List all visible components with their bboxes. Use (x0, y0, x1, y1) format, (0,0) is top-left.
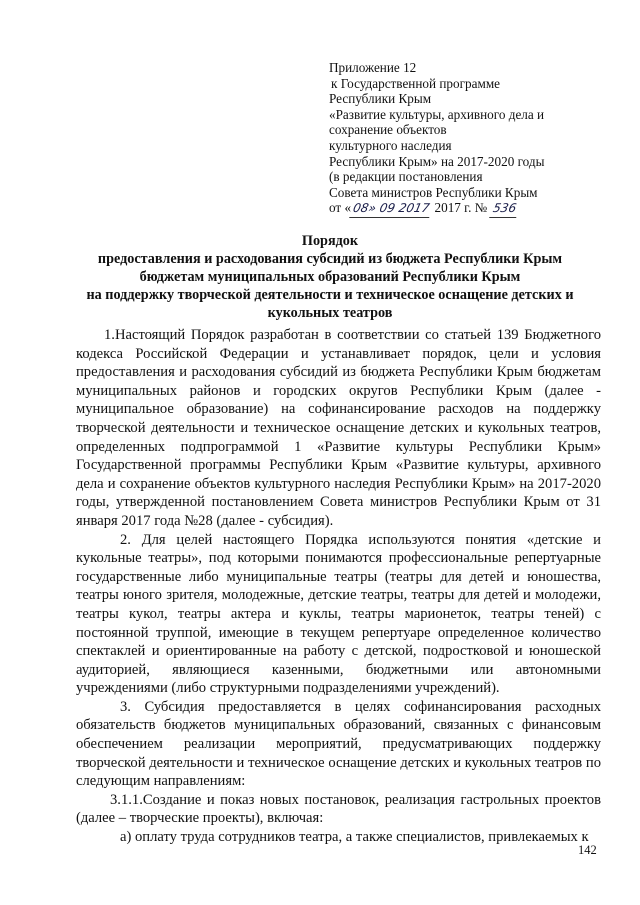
document-body (76, 326, 601, 847)
appendix-date-line (329, 200, 619, 218)
appendix-line: (в редакции постановления (329, 169, 483, 185)
title-line: на поддержку творческой деятельности и техническое оснащение детских и кукольных театров (86, 287, 574, 321)
title-line: предоставления и расходования субсидий из бюджета Республики Крым (97, 251, 563, 267)
appendix-line: Республики Крым (329, 91, 432, 107)
paragraph-a: а) оплату труда сотрудников театра, а также специалистов, привлекаемых к (120, 829, 589, 846)
page-number: 142 (578, 843, 597, 857)
paragraph-2: 2. Для целей настоящего Порядка используются понятия «детские и кукольные театры», под которыми понимаются профессиональные репертуарные государственные либо муниципальные театры (театры для детей и юношества, театры юного зрителя, молодежные, детские театры, театры для детей и молодежи, театры кукол, театры актера и куклы, театры марионеток, театры теней) с постоянной труппой, имеющие в текущем репертуаре определенное количество спектаклей и ориентированные на работу с детской, подростковой и юношеской аудиторией, являющиеся казенными, бюджетными или автономными учреждениями (либо структурными подразделениями учреждений). (76, 531, 601, 697)
appendix-line: культурного наследия (329, 137, 452, 153)
paragraph-1: 1.Настоящий Порядок разработан в соответствии со статьей 139 Бюджетного кодекса Российской Федерации и устанавливает порядок, цели и условия предоставления и расходования субсидий из бюджета Республики Крым бюджетам муниципальных районов и городских округов Республики Крым (далее - муниципальное образование) на софинансирование расходов на поддержку творческой деятельности и техническое оснащение детских и кукольных театров, определенных подпрограммой 1 «Развитие культуры Республики Крым» Государственной программы Республики Крым «Развитие культуры, архивного дела и сохранение объектов культурного наследия Республики Крым» на 2017-2020 годы, утвержденной постановлением Совета министров Республики Крым от 31 января 2017 года №28 (далее - субсидия). (76, 327, 601, 529)
appendix-line: Совета министров Республики Крым (329, 184, 538, 200)
date-prefix: от « (329, 200, 352, 216)
appendix-line: сохранение объектов (329, 122, 447, 138)
title-line: бюджетам муниципальных образований Республики Крым (139, 269, 521, 285)
title-heading: Порядок (301, 233, 359, 249)
appendix-line: «Развитие культуры, архивного дела и (329, 106, 545, 122)
paragraph-3: 3. Субсидия предоставляется в целях софинансирования расходных обязательств бюджетов муниципальных образований, связанных с финансовым обеспечением реализации мероприятий, предусматривающих поддержку творческой деятельности и техническое оснащение детских и кукольных театров по следующим направлениям: (76, 698, 601, 790)
document-title (60, 232, 600, 322)
paragraph-3-1-1: 3.1.1.Создание и показ новых постановок, реализация гастрольных проектов (далее – творческие проекты), включая: (76, 791, 601, 827)
appendix-header (329, 60, 619, 218)
appendix-line: Приложение 12 (329, 60, 417, 75)
appendix-line: к Государственной программе (331, 75, 501, 91)
handwritten-date: 08» 09 2017 (349, 201, 433, 218)
date-suffix: 2017 г. № (431, 200, 491, 216)
handwritten-number: 536 (489, 201, 519, 218)
appendix-line: Республики Крым» на 2017-2020 годы (329, 153, 545, 169)
